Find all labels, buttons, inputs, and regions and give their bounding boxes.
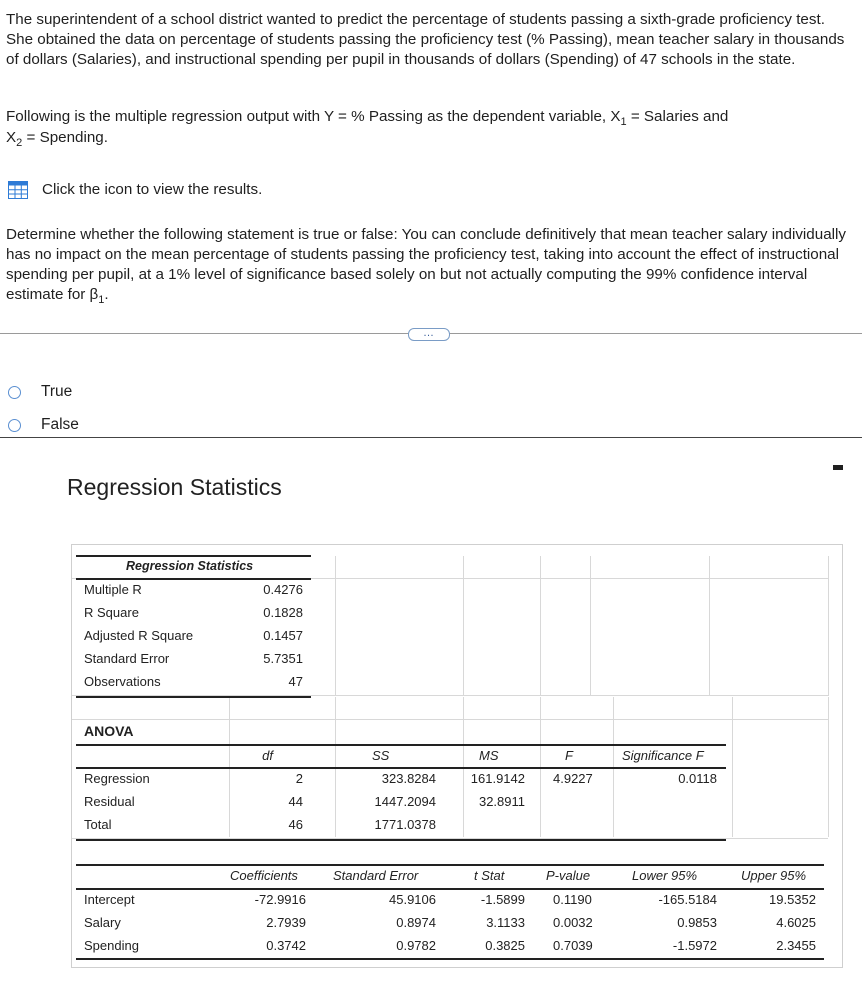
stat-value: 0.1828 [263, 605, 303, 620]
coef-header-tstat: t Stat [474, 868, 505, 883]
anova-header-ms: MS [479, 748, 499, 763]
anova-row-label: Total [84, 817, 112, 832]
coef-pvalue: 0.1190 [553, 892, 592, 907]
anova-sig: 0.0118 [678, 771, 717, 786]
stat-value: 0.4276 [263, 582, 303, 597]
option-false[interactable] [8, 415, 79, 435]
coef-upper: 4.6025 [776, 915, 816, 930]
coef-lower: -165.5184 [658, 892, 717, 907]
anova-df: 44 [288, 794, 303, 809]
stat-value: 47 [288, 674, 303, 689]
radio-false[interactable] [8, 419, 21, 432]
coef-pvalue: 0.7039 [553, 938, 593, 953]
results-divider [0, 437, 862, 438]
coef-value: 0.3742 [266, 938, 306, 953]
regression-statistics-header: Regression Statistics [126, 559, 254, 573]
coef-upper: 19.5352 [769, 892, 816, 907]
anova-header-ss: SS [372, 748, 390, 763]
question-intro: The superintendent of a school district wanted to predict the percentage of students passing a sixth-grade proficiency test. She obtained the data on percentage of students passing the proficiency test (% Passing), mean teacher salary in thousands of dollars (Salaries), and instructional spending per pupil in thousands of dollars (Spending) of 47 schools in the state. [6, 11, 845, 68]
coef-header-lower: Lower 95% [632, 868, 698, 883]
anova-header-df: df [262, 748, 273, 763]
anova-df: 46 [288, 817, 303, 832]
coef-tstat: 3.1133 [486, 915, 525, 930]
expand-button[interactable]: … [408, 328, 450, 341]
stat-value: 5.7351 [263, 651, 303, 666]
coef-se: 45.9106 [389, 892, 436, 907]
option-true-label: True [41, 383, 73, 400]
stat-label: R Square [84, 605, 139, 620]
option-true[interactable] [8, 382, 72, 402]
coef-row-label: Intercept [84, 892, 135, 907]
anova-header-sig: Significance F [622, 748, 704, 763]
coef-row-label: Salary [84, 915, 121, 930]
anova-title: ANOVA [84, 723, 134, 739]
coef-upper: 2.3455 [776, 938, 816, 953]
stat-label: Adjusted R Square [84, 628, 194, 643]
stat-label: Multiple R [84, 582, 142, 597]
coef-header-pvalue: P-value [546, 868, 591, 883]
regression-description: Following is the multiple regression output with Y = % Passing as the dependent variable, $X_1$ = Salaries and $X_2$ = Spending. [6, 108, 729, 149]
table-icon[interactable] [8, 181, 28, 204]
coef-header-upper: Upper 95% [741, 868, 807, 883]
anova-f: 4.9227 [553, 771, 593, 786]
anova-ss: 1447.2094 [374, 794, 436, 809]
anova-ss: 1771.0378 [374, 817, 436, 832]
coef-pvalue: 0.0032 [553, 915, 593, 930]
coef-header-se: Standard Error [333, 868, 419, 883]
coef-row-label: Spending [84, 938, 139, 953]
question-statement: Determine whether the following statement is true or false: You can conclude definitively that mean teacher salary individually has no impact on the mean percentage of students passing the proficiency test, taking into account the effect of instructional spending per pupil, at a 1% level of significance based solely on but not actually computing the 99% confidence interval estimate for $\beta_1$. [6, 226, 846, 306]
stat-label: Standard Error [84, 651, 170, 666]
coef-header-coefficients: Coefficients [230, 868, 298, 883]
anova-header-f: F [565, 748, 573, 763]
stat-label: Observations [84, 674, 161, 689]
anova-ss: 323.8284 [381, 771, 436, 786]
coef-lower: -1.5972 [672, 938, 717, 953]
coef-se: 0.8974 [396, 915, 436, 930]
coef-value: -72.9916 [254, 892, 306, 907]
click-icon-instruction: Click the icon to view the results. [42, 181, 263, 198]
anova-ms: 161.9142 [470, 771, 525, 786]
radio-true[interactable] [8, 386, 21, 399]
coef-value: 2.7939 [266, 915, 306, 930]
stat-value: 0.1457 [263, 628, 303, 643]
coef-lower: 0.9853 [677, 915, 717, 930]
results-title: Regression Statistics [67, 474, 282, 500]
coef-se: 0.9782 [396, 938, 436, 953]
coef-tstat: 0.3825 [485, 938, 525, 953]
minimize-icon[interactable] [833, 465, 843, 470]
anova-row-label: Regression [84, 771, 150, 786]
option-false-label: False [41, 416, 79, 433]
anova-row-label: Residual [84, 794, 135, 809]
anova-df: 2 [295, 771, 303, 786]
coef-tstat: -1.5899 [480, 892, 525, 907]
anova-ms: 32.8911 [478, 794, 525, 809]
